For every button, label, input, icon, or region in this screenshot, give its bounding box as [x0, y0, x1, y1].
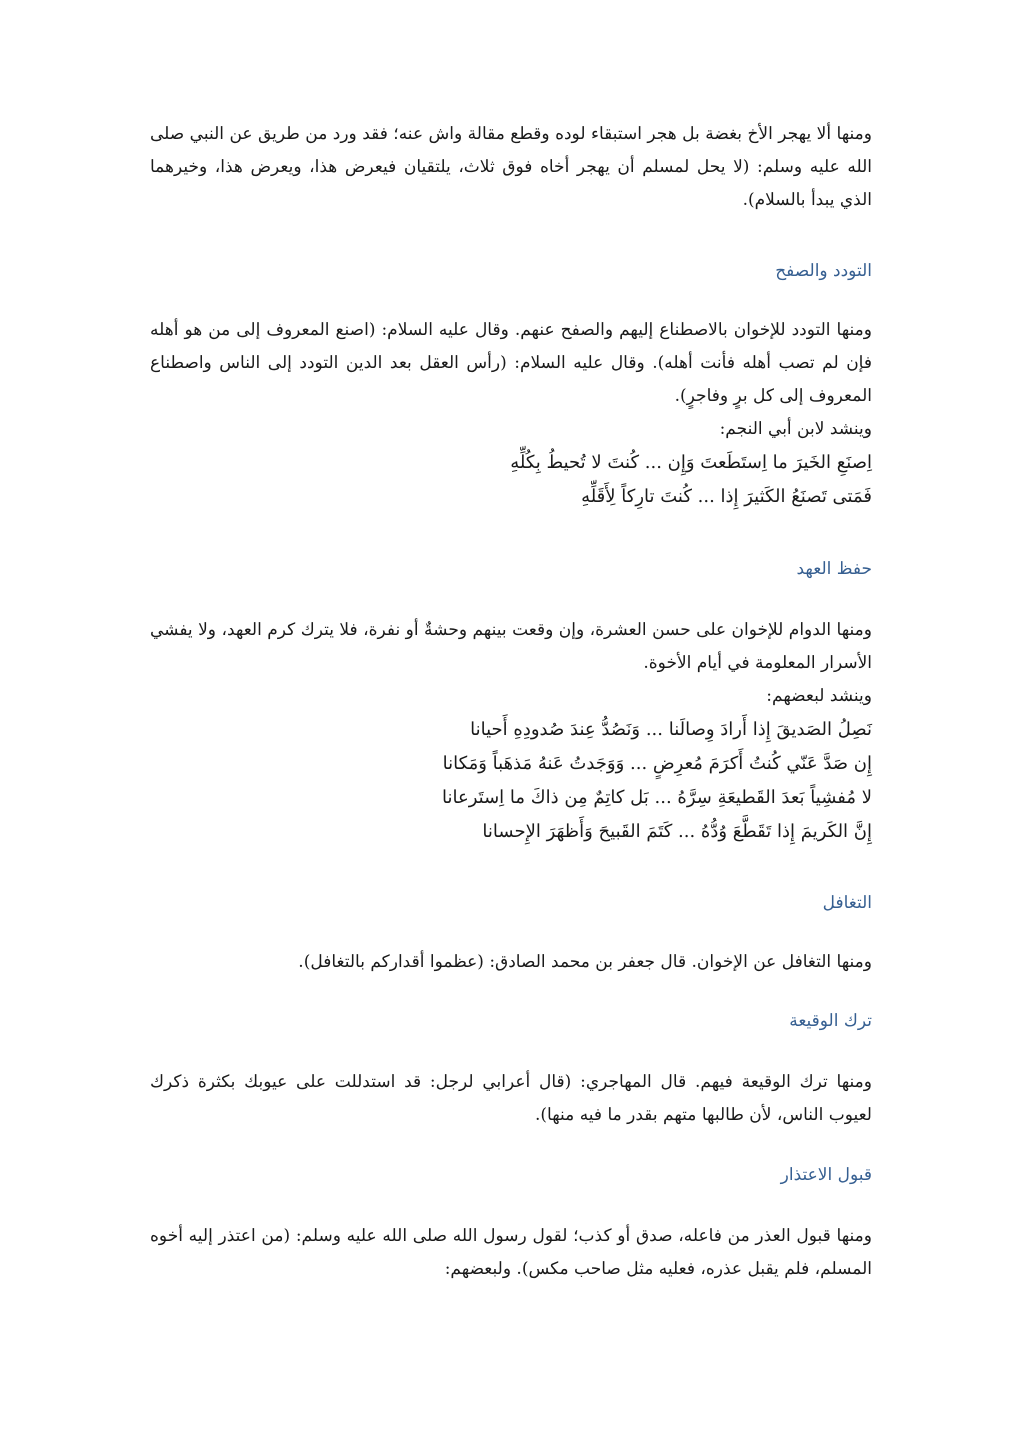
section-itidhar	[150, 1160, 872, 1190]
paragraph-waqia: ومنها ترك الوقيعة فيهم. قال المهاجري: (قال أعرابي لرجل: قد استدللت على عيوبك بكثرة ذكرك لعيوب الناس، لأن طالبها متهم بقدر ما فيه منها).	[150, 1072, 872, 1125]
heading-hifz-al-ahd: حفظ العهد	[796, 559, 872, 579]
heading-itidhar: قبول الاعتذار	[780, 1165, 872, 1185]
heading-taghaful: التغافل	[822, 893, 872, 913]
verse-line: فَمَتى تَصنَعُ الكَثيرَ إِذا ... كُنتَ تارِكاً لِأَقَلِّهِ	[581, 486, 872, 507]
section-waqia-body	[150, 1066, 872, 1132]
verse-line: اِصنَعِ الخَيرَ ما اِستَطَعتَ وَإِن ... كُنتَ لا تُحيطُ بِكُلِّهِ	[510, 452, 872, 473]
paragraph-taghaful: ومنها التغافل عن الإخوان. قال جعفر بن محمد الصادق: (عظموا أقداركم بالتغافل).	[298, 952, 872, 972]
heading-waqia: ترك الوقيعة	[789, 1011, 872, 1031]
section-itidhar-body	[150, 1220, 872, 1286]
verse-intro-abi-najm: وينشد لابن أبي النجم:	[719, 419, 872, 439]
verse-line: إِن صَدَّ عَنّي كُنتُ أَكرَمَ مُعرِضٍ ... وَوَجَدتُ عَنهُ مَذهَباً وَمَكانا	[442, 753, 872, 774]
document-page	[150, 0, 872, 1450]
verse-intro-baadihim: وينشد لبعضهم:	[766, 686, 872, 706]
verse-line: لا مُفشِياً بَعدَ القَطيعَةِ سِرَّهُ ... بَل كاتِمٌ مِن ذاكَ ما اِستَرعانا	[442, 787, 872, 808]
section-hifz-al-ahd-body	[150, 614, 872, 849]
verse-line: نَصِلُ الصَديقَ إِذا أَرادَ وِصالَنا ... وَنَصُدُّ عِندَ صُدودِهِ أَحيانا	[470, 719, 872, 740]
paragraph-hajr: ومنها ألا يهجر الأخ بغضة بل هجر استبقاء لوده وقطع مقالة واش عنه؛ فقد ورد من طريق عن النبي صلى الله عليه وسلم: (لا يحل لمسلم أن يهجر أخاه فوق ثلاث، يلتقيان فيعرض هذا، ويعرض هذا، وخيرهما الذي يبدأ بالسلام).	[150, 124, 872, 210]
section-waqia	[150, 1006, 872, 1036]
section-taghaful-body	[150, 946, 872, 979]
section-tawaddud	[150, 256, 872, 286]
paragraph-itidhar: ومنها قبول العذر من فاعله، صدق أو كذب؛ لقول رسول الله صلى الله عليه وسلم: (من اعتذر إليه أخوه المسلم، فلم يقبل عذره، فعليه مثل صاحب مكس). ولبعضهم:	[150, 1226, 872, 1279]
heading-tawaddud: التودد والصفح	[775, 261, 872, 281]
verse-line: إِنَّ الكَريمَ إِذا تَقَطَّعَ وُدُّهُ ... كَتَمَ القَبيحَ وَأَظهَرَ الإِحسانا	[482, 821, 872, 842]
section-hifz-al-ahd	[150, 554, 872, 584]
section-taghaful	[150, 888, 872, 918]
paragraph-hifz-al-ahd: ومنها الدوام للإخوان على حسن العشرة، وإن وقعت بينهم وحشةٌ أو نفرة، فلا يترك كرم العهد، ولا يفشي الأسرار المعلومة في أيام الأخوة.	[150, 620, 872, 673]
paragraph-tawaddud: ومنها التودد للإخوان بالاصطناع إليهم والصفح عنهم. وقال عليه السلام: (اصنع المعروف إلى من هو أهله فإن لم تصب أهله فأنت أهله). وقال عليه السلام: (رأس العقل بعد الدين التودد إلى الناس واصطناع المعروف إلى كل برٍ وفاجرٍ).	[150, 320, 872, 406]
section-tawaddud-body	[150, 314, 872, 514]
section-hajr	[150, 118, 872, 217]
